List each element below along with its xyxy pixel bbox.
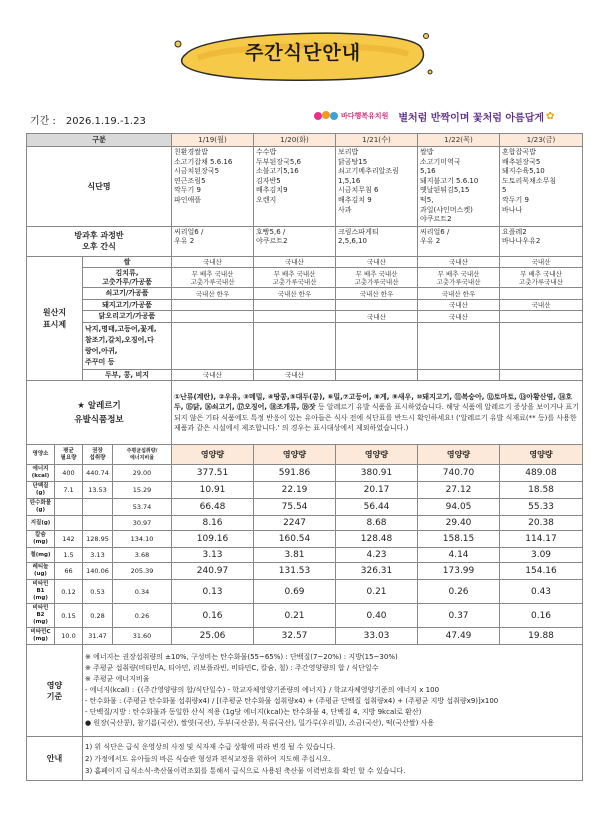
- origin-value: 국내산: [500, 299, 583, 311]
- nutrient-day-value: 0.16: [500, 604, 583, 628]
- origin-value: [254, 311, 336, 323]
- snack-cell: 요플레2 바나나우유2: [500, 226, 583, 256]
- col-header: 구분: [27, 134, 172, 147]
- nutrient-day-value: 0.26: [418, 580, 500, 604]
- menu-cell: 혼합잡곡밥 배추된장국5 돼지수육5,10 도토리묵채소무침 5 깍두기 9 바나나: [500, 147, 583, 227]
- snack-label: [27, 226, 172, 256]
- nutrient-week: 134.10: [113, 531, 172, 548]
- day-header: 1/23(금): [500, 134, 583, 147]
- nutrient-day-value: 2247: [254, 516, 336, 531]
- nutrient-day-value: 55.33: [500, 499, 583, 516]
- nutrient-rec: [83, 499, 113, 516]
- snack-cell: 씨리얼6 / 우유 2: [418, 226, 500, 256]
- nutrient-row: [27, 499, 583, 516]
- school-name: 바다행복유치원: [341, 112, 389, 120]
- nutrient-day-value: 326.31: [336, 563, 418, 580]
- menu-table: [26, 133, 583, 781]
- standard-line: ※ 주평균 섭취량(비타민A, 티아민, 리보플라빈, 비타민C, 칼슘, 철) : 주간영양량의 합 / 식단일수: [85, 664, 379, 673]
- nutrient-header: 영양량: [172, 445, 254, 465]
- nutrient-day-value: 380.91: [336, 465, 418, 482]
- nutrient-row: [27, 531, 583, 548]
- nutrient-day-value: 128.48: [336, 531, 418, 548]
- origin-value: 국내산: [500, 256, 583, 268]
- origin-value: 국내산 한우: [418, 288, 500, 300]
- menu-cell: 보리밥 닭곰탕15 쇠고기메추리알조림 1,5,16 시금치무침 6 배추김치 9 사과: [336, 147, 418, 227]
- allergy-label-line1: ★ 알레르기: [77, 400, 121, 411]
- nutrient-name: 철(mg): [27, 548, 55, 563]
- origin-value: 국내산: [418, 299, 500, 311]
- nutrient-row: [27, 482, 583, 499]
- nutrient-header: 영양량: [336, 445, 418, 465]
- snack-label-line1: 방과후 과정반: [74, 231, 124, 241]
- nutrient-rec: 3.13: [83, 548, 113, 563]
- origin-value: 국내산: [418, 311, 500, 323]
- nutrient-day-value: 3.81: [254, 548, 336, 563]
- nutrient-day-value: 27.12: [418, 482, 500, 499]
- allergy-label: [27, 381, 172, 445]
- menu-label: 식단명: [27, 147, 172, 227]
- nutrient-week: 30.97: [113, 516, 172, 531]
- nutrient-header: 영양량: [254, 445, 336, 465]
- standard-line: - 탄수화물 : (주평균 탄수화물 섭취량x4) / [(주평균 탄수화물 섭취량x4) + (주평균 단백질 섭취량x4) + (주평균 지방 섭취량x9)]x100: [85, 697, 499, 706]
- origin-value: 무 배추 국내산 고춧가루국내산: [172, 268, 254, 288]
- nutrient-name: 탄수화물 (g): [27, 499, 55, 516]
- nutrient-day-value: 56.44: [336, 499, 418, 516]
- nutrient-avg: 1.5: [55, 548, 83, 563]
- menu-cell: 친환경쌀밥 소고기잡채 5.6.16 시금치된장국5 연근조림5 깍두기 9 파인애플: [172, 147, 254, 227]
- nutrient-name: 비타민B2 (mg): [27, 604, 55, 628]
- nutrient-rec: 0.53: [83, 580, 113, 604]
- nutrient-day-value: 158.15: [418, 531, 500, 548]
- nutrient-day-value: 22.19: [254, 482, 336, 499]
- nutrition-standards: [83, 645, 583, 737]
- origin-item: 두부, 콩, 비지: [83, 369, 172, 381]
- std-label: [27, 645, 83, 737]
- nutrient-row: [27, 516, 583, 531]
- nutrient-day-value: 75.54: [254, 499, 336, 516]
- origin-value: 무 배추 국내산 고춧가루국내산: [418, 268, 500, 288]
- nutrient-row: [27, 465, 583, 482]
- nutrient-day-value: 0.13: [172, 580, 254, 604]
- nutrient-body: [27, 465, 583, 645]
- nutrient-name: 에너지 (kcal): [27, 465, 55, 482]
- nutrient-header: 영양소: [27, 445, 55, 465]
- nutrient-avg: 142: [55, 531, 83, 548]
- origin-value: 무 배추 국내산 고춧가루국내산: [254, 268, 336, 288]
- origin-value: 국내산 한우: [172, 288, 254, 300]
- origin-value: [418, 369, 500, 381]
- nutrient-day-value: 3.13: [172, 548, 254, 563]
- nutrient-day-value: 0.43: [500, 580, 583, 604]
- nutrient-day-value: 29.40: [418, 516, 500, 531]
- nutrient-header: 권장 섭취량: [83, 445, 113, 465]
- snack-label-line2: 오후 간식: [82, 242, 116, 252]
- notice-line: 1) 위 식단은 급식 운영상의 사정 및 식자재 수급 상황에 따라 변경 될 수 있습니다.: [85, 742, 336, 751]
- origin-value: [500, 322, 583, 369]
- nutrient-avg: 0.12: [55, 580, 83, 604]
- nutrient-day-value: 32.57: [254, 628, 336, 645]
- nutrient-avg: 10.0: [55, 628, 83, 645]
- nutrient-day-value: 489.08: [500, 465, 583, 482]
- nutrient-day-value: 33.03: [336, 628, 418, 645]
- nutrient-day-value: 0.69: [254, 580, 336, 604]
- nutrient-day-value: 0.21: [336, 580, 418, 604]
- nutrient-rec: [83, 516, 113, 531]
- standard-line: - 단백질/지방 : 탄수화물과 동일한 산식 적용 (1g당 에너지(kcal)는 탄수화물 4, 단백질 4, 지방 9kcal로 환산): [85, 708, 422, 717]
- nutrient-avg: [55, 499, 83, 516]
- nutrient-day-value: 114.17: [500, 531, 583, 548]
- nutrient-week: 3.68: [113, 548, 172, 563]
- nutrient-day-value: 240.97: [172, 563, 254, 580]
- day-header: 1/21(수): [336, 134, 418, 147]
- flower-icon: ✿: [546, 110, 555, 122]
- nutrient-name: 비타민B1 (mg): [27, 580, 55, 604]
- origin-value: [172, 311, 254, 323]
- nutrient-day-value: 131.53: [254, 563, 336, 580]
- nutrient-week: 29.00: [113, 465, 172, 482]
- origin-value: [172, 299, 254, 311]
- origin-value: 국내산: [172, 256, 254, 268]
- nutrient-rec: 13.53: [83, 482, 113, 499]
- origin-value: 무 배추 국내산 고춧가루국내산: [336, 268, 418, 288]
- origin-label: 원산지 표시제: [27, 256, 83, 381]
- standard-line: ※ 에너지는 권장섭취량의 ±10%, 구성비는 탄수화물(55~65%) : 단백질(7~20%) : 지방(15~30%): [85, 653, 398, 662]
- nutrient-day-value: 377.51: [172, 465, 254, 482]
- notice-label: 안내: [27, 737, 83, 781]
- origin-value: 국내산: [254, 369, 336, 381]
- std-label-line2: 기준: [46, 691, 63, 701]
- nutrient-day-value: 25.06: [172, 628, 254, 645]
- nutrient-day-value: 94.05: [418, 499, 500, 516]
- origin-value: [500, 311, 583, 323]
- allergy-list: ①난류(계란), ②우유, ③메밀, ④땅콩,⑤대두(콩), ⑥밀,⑦고등어, ⑧게, ⑨새우, ⑩돼지고기, ⑪복숭아, ⑫토마토, ⑬아황산염, ⑭호두, ⑮닭, ⑯쇠고기, ⑰오징어, ⑱조개류, ⑲잣: [174, 392, 573, 412]
- nutrient-day-value: 19.88: [500, 628, 583, 645]
- origin-item: 돼지고기/가공품: [83, 299, 172, 311]
- nutrient-week: 53.74: [113, 499, 172, 516]
- standard-line: - 에너지(kcal) : {(주간영양량의 합/식단일수) - 학교자체영양기준량의 에너지} / 학교자체영양기준의 에너지 x 100: [85, 686, 440, 695]
- nutrient-name: 칼슘(mg): [27, 531, 55, 548]
- nutrient-day-value: 4.23: [336, 548, 418, 563]
- school-logo-icon: [313, 108, 339, 124]
- allergy-info: [172, 381, 583, 445]
- nutrient-avg: [55, 516, 83, 531]
- nutrient-week: 15.29: [113, 482, 172, 499]
- origin-item: 김치류, 고춧가루/가공품: [83, 268, 172, 288]
- nutrient-day-value: 47.49: [418, 628, 500, 645]
- origin-value: 국내산 한우: [254, 288, 336, 300]
- nutrient-name: 비타민C (mg): [27, 628, 55, 645]
- origin-value: [336, 369, 418, 381]
- nutrient-day-value: 0.16: [172, 604, 254, 628]
- period: [30, 112, 146, 127]
- period-label: 기간 :: [30, 116, 56, 127]
- snack-cell: 씨리얼6 / 우유 2: [172, 226, 254, 256]
- nutrient-name: 레티놀(ug): [27, 563, 55, 580]
- snack-cell: 호빵5,6 / 야쿠르트2: [254, 226, 336, 256]
- nutrient-rec: 128.95: [83, 531, 113, 548]
- nutrient-day-value: 591.86: [254, 465, 336, 482]
- day-header: 1/20(화): [254, 134, 336, 147]
- origin-value: [418, 322, 500, 369]
- origin-item: 낙지,명태,고등어,꽃게, 참조기,갈치,오징어,다 랑어,아귀, 주꾸미 등: [83, 322, 172, 369]
- snack-cell: 크림스파게티 2,5,6,10: [336, 226, 418, 256]
- nutrient-name: 단백질(g): [27, 482, 55, 499]
- nutrient-day-value: 160.54: [254, 531, 336, 548]
- standard-line: ※ 주평균 에너지비율: [85, 675, 150, 684]
- nutrient-rec: 0.28: [83, 604, 113, 628]
- nutrient-avg: 0.15: [55, 604, 83, 628]
- nutrient-header: 영양량: [500, 445, 583, 465]
- nutrient-day-value: 18.58: [500, 482, 583, 499]
- notice-text: [83, 737, 583, 781]
- nutrient-week: 31.60: [113, 628, 172, 645]
- day-header: 1/22(목): [418, 134, 500, 147]
- origin-item: 쇠고기/가공품: [83, 288, 172, 300]
- nutrient-row: [27, 548, 583, 563]
- origin-value: 국내산 한우: [336, 288, 418, 300]
- origin-value: 무 배추 국내산 고춧가루국내산: [500, 268, 583, 288]
- school-brand: [313, 106, 554, 126]
- nutrient-day-value: 20.17: [336, 482, 418, 499]
- nutrient-week: 205.39: [113, 563, 172, 580]
- nutrient-day-value: 0.37: [418, 604, 500, 628]
- nutrient-avg: 66: [55, 563, 83, 580]
- origin-item: 쌀: [83, 256, 172, 268]
- origin-value: 국내산: [254, 256, 336, 268]
- origin-item: 닭오리고기/가공품: [83, 311, 172, 323]
- nutrient-row: [27, 563, 583, 580]
- origin-value: 국내산: [172, 369, 254, 381]
- nutrient-week: 0.34: [113, 580, 172, 604]
- nutrient-name: 지질(g): [27, 516, 55, 531]
- nutrient-header: 주평균섭취량/ 에너지비율: [113, 445, 172, 465]
- nutrient-day-value: 109.16: [172, 531, 254, 548]
- nutrient-rec: 31.47: [83, 628, 113, 645]
- nutrient-day-value: 154.16: [500, 563, 583, 580]
- nutrient-rec: 140.06: [83, 563, 113, 580]
- origin-value: [500, 369, 583, 381]
- nutrient-rec: 440.74: [83, 465, 113, 482]
- standard-line: ● 원장(국산콩), 참기름(국산), 쌀엿(국산), 두부(국산콩), 묵류(국산), 밀가루(우리밀), 소금(국산), 떡(국산쌀) 사용: [85, 719, 435, 728]
- origin-value: 국내산: [418, 256, 500, 268]
- nutrient-day-value: 8.68: [336, 516, 418, 531]
- menu-cell: 수수밥 두부된장국5,6 소불고기5,16 김자반5 배추김치9 오렌지: [254, 147, 336, 227]
- origin-value: [172, 322, 254, 369]
- nutrient-day-value: 3.09: [500, 548, 583, 563]
- nutrient-avg: 400: [55, 465, 83, 482]
- notice-line: 2) 가정에서도 유아들의 바른 식습관 형성과 편식교정을 위하여 지도해 주십시오.: [85, 754, 331, 763]
- nutrient-day-value: 10.91: [172, 482, 254, 499]
- nutrient-avg: 7.1: [55, 482, 83, 499]
- slogan: 별처럼 반짝이며 꽃처럼 아름답게: [398, 112, 545, 124]
- menu-cell: 쌀밥 소고기미역국 5,16 돼지불고기 5.6.10 옛날된튀김5,15 떡5, 과일(샤인머스켓) 야쿠르트2: [418, 147, 500, 227]
- origin-value: [254, 299, 336, 311]
- page-title: 주간식단안내: [244, 42, 362, 64]
- title-banner: [168, 24, 438, 86]
- nutrient-day-value: 8.16: [172, 516, 254, 531]
- nutrient-day-value: 0.21: [254, 604, 336, 628]
- day-header: 1/19(월): [172, 134, 254, 147]
- nutrient-day-value: 173.99: [418, 563, 500, 580]
- notice-line: 3) 홈페이지 급식소식-축산물이력조회를 통해서 급식으로 사용된 축산물 이력번호를 확인 할 수 있습니다.: [85, 766, 406, 775]
- nutrient-week: 0.26: [113, 604, 172, 628]
- nutrient-header: 평균 필요량: [55, 445, 83, 465]
- nutrient-header: 영양량: [418, 445, 500, 465]
- nutrient-day-value: 4.14: [418, 548, 500, 563]
- nutrient-day-value: 740.70: [418, 465, 500, 482]
- allergy-notice: 등 알레르기 유발 식품을 표시하였습니다. 해당 식품에 알레르기 증상을 보이거나 표기되지 않은 기타 식품에도 특정 반응이 있는 유아들은 식사 전에 식단표를 반드시 확인하세요! ('알레르기 유발 식재료(** 등)를 사용한 제품과 같은 시설에서 제조합니다.' 의 경우는 표시대상에서 제외하였습니다.): [174, 403, 580, 433]
- origin-value: [336, 299, 418, 311]
- origin-value: 국내산: [336, 256, 418, 268]
- nutrient-day-value: 20.38: [500, 516, 583, 531]
- nutrient-row: [27, 628, 583, 645]
- origin-value: [336, 322, 418, 369]
- origin-value: [500, 288, 583, 300]
- std-label-line1: 영양: [46, 680, 63, 690]
- origin-value: 국내산: [336, 311, 418, 323]
- nutrient-day-value: 66.48: [172, 499, 254, 516]
- nutrient-day-value: 0.40: [336, 604, 418, 628]
- origin-value: [254, 322, 336, 369]
- nutrient-row: [27, 604, 583, 628]
- allergy-label-line2: 유발식품정보: [74, 414, 124, 425]
- period-value: 2026.1.19.-1.23: [65, 116, 146, 127]
- nutrient-row: [27, 580, 583, 604]
